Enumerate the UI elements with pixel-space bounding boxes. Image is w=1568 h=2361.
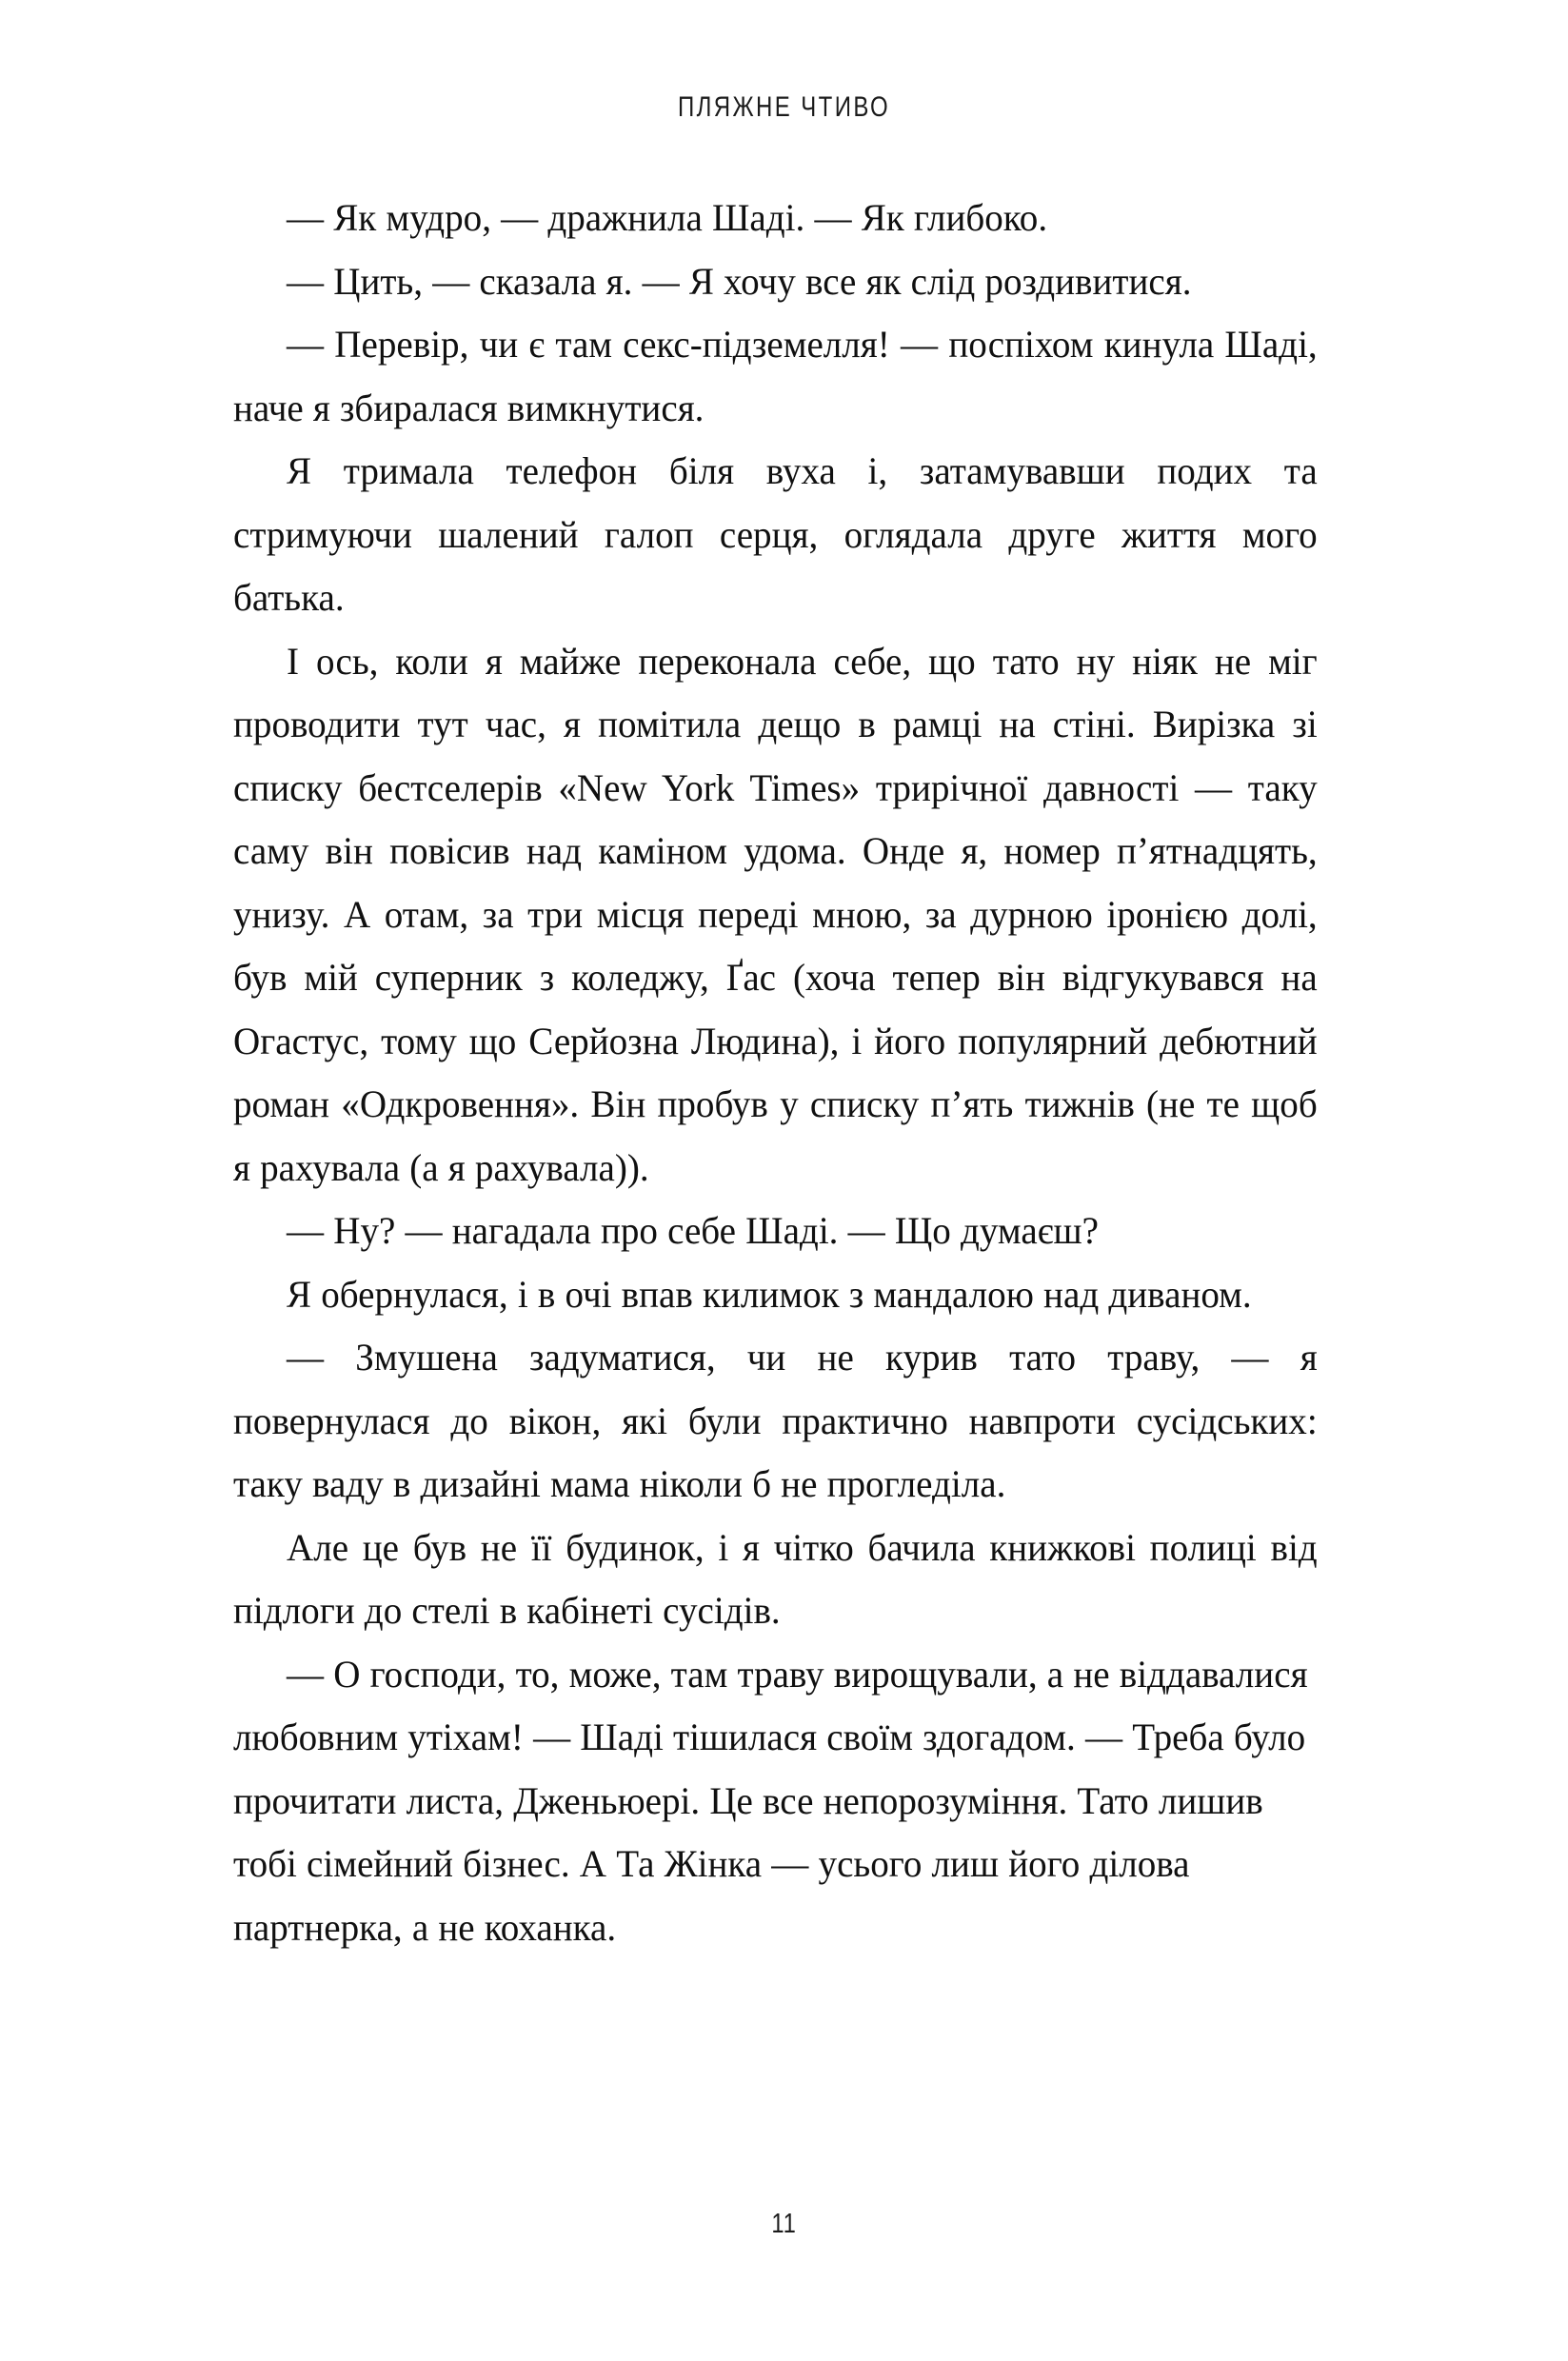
paragraph: — О господи, то, може, там траву вирощували, а не віддавалися любовним утіхам! — Шаді тішилася своїм здогадом. — Треба було прочитати листа, Дженьюері. Це все непорозуміння. Тато лишив тобі сімейний бізнес. А Та Жінка — усього лиш його ділова партнерка, а не коханка.: [233, 1652, 1308, 1949]
paragraph: — Ну? — нагадала про себе Шаді. — Що думаєш?: [286, 1209, 1099, 1252]
paragraph: — Цить, — сказала я. — Я хочу все як слід роздивитися.: [286, 259, 1192, 303]
page-number: 11: [771, 2209, 797, 2239]
paragraph: Я тримала телефон біля вуха і, затамувавши подих та стримуючи шалений галоп серця, оглядала друге життя мого батька.: [233, 449, 1318, 619]
paragraph: — Перевір, чи є там секс-підземелля! — поспіхом кинула Шаді, наче я збиралася вимкнутися.: [233, 323, 1318, 429]
paragraph: — Як мудро, — дражнила Шаді. — Як глибоко.: [286, 196, 1048, 239]
paragraph: — Змушена задуматися, чи не курив тато траву, — я повернулася до вікон, які були практично навпроти сусідських: таку ваду в дизайні мама ніколи б не прогледіла.: [233, 1336, 1318, 1505]
paragraph: Але це був не її будинок, і я чітко бачила книжкові полиці від підлоги до стелі в кабінеті сусідів.: [233, 1525, 1318, 1632]
paragraph: Я обернулася, і в очі впав килимок з мандалою над диваном.: [286, 1272, 1252, 1316]
running-head: ПЛЯЖНЕ ЧТИВО: [677, 91, 891, 123]
paragraph: І ось, коли я майже переконала себе, що тато ну ніяк не міг проводити тут час, я помітила дещо в рамці на стіні. Вирізка зі списку бестселерів «New York Times» трирічної давності — таку саму він повісив над каміном удома. Онде я, номер п’ятнадцять, унизу. А отам, за три місця переді мною, за дурною іронією долі, був мій суперник з коледжу, Ґас (хоча тепер він відгукувався на Огастус, тому що Серйозна Людина), і його популярний дебютний роман «Одкровення». Він пробув у списку п’ять тижнів (не те щоб я рахувала (а я рахувала)).: [233, 639, 1318, 1189]
body-text-block: [233, 187, 1357, 1959]
